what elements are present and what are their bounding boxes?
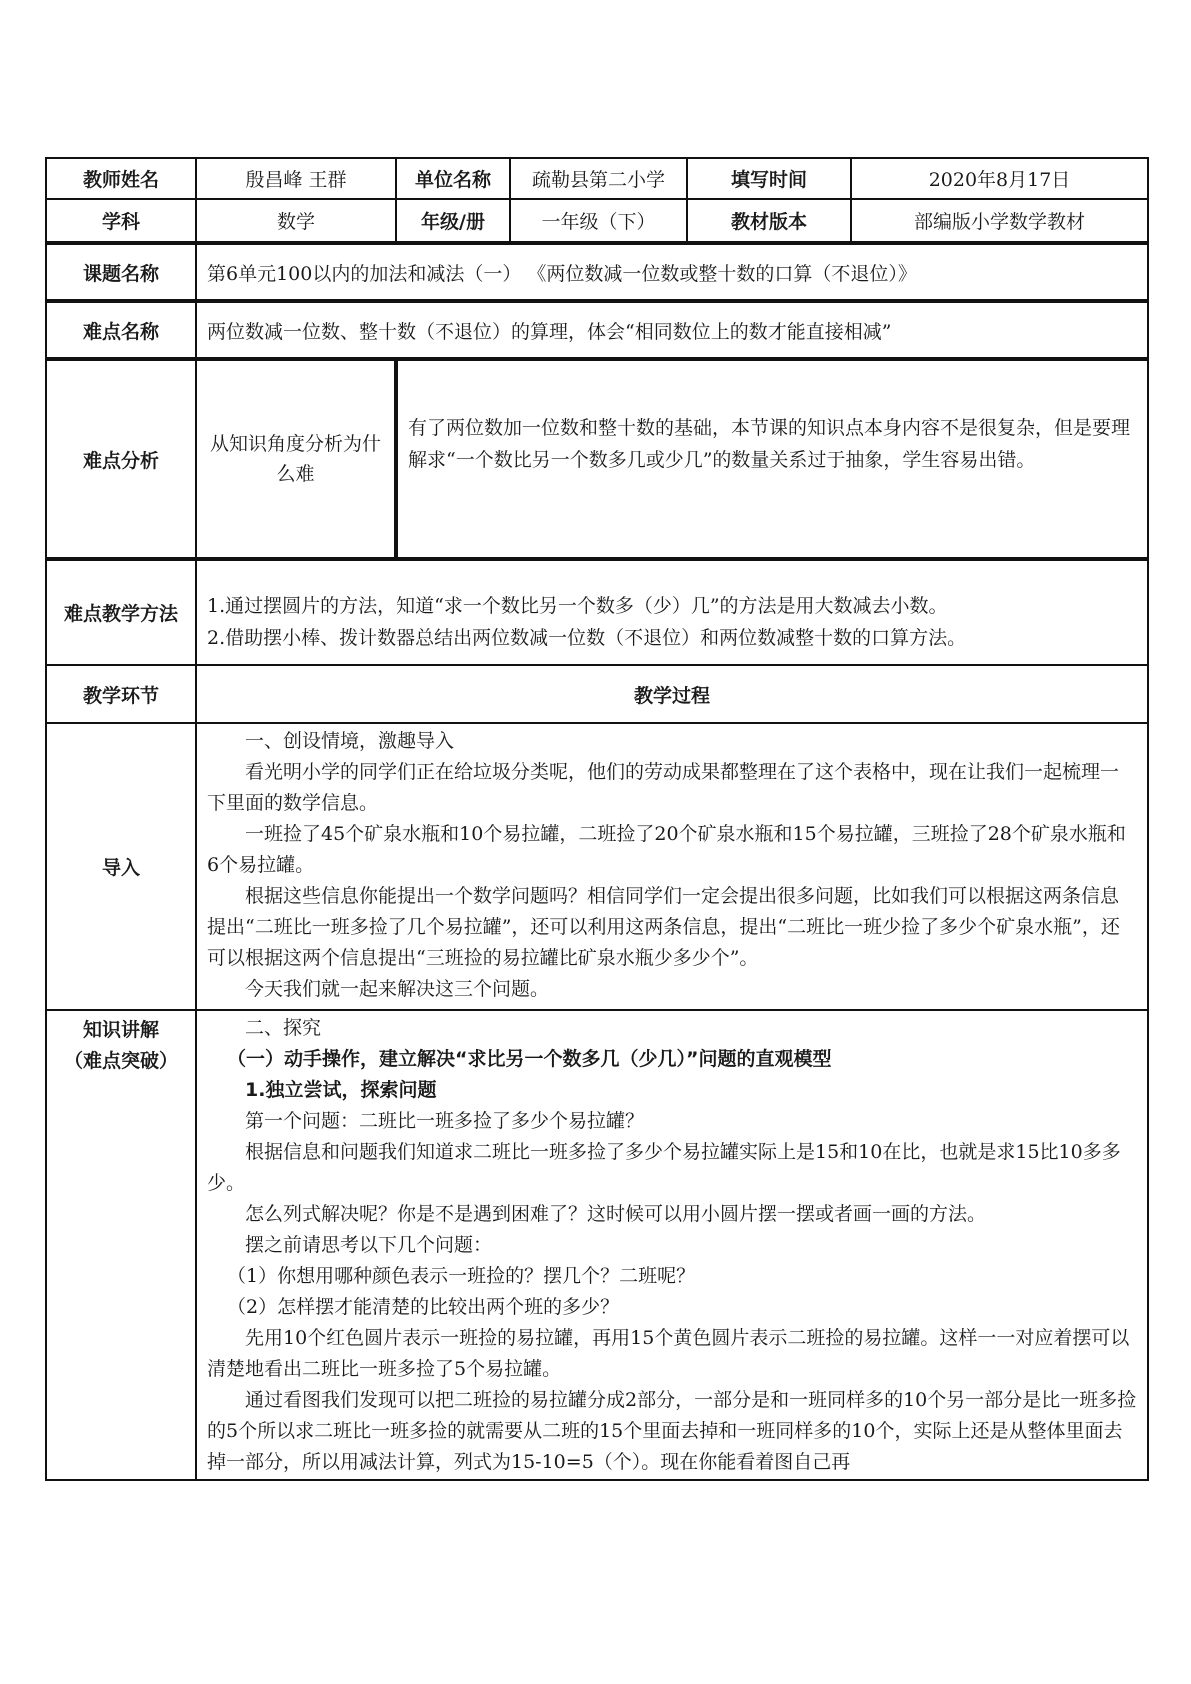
method-item-2: 2.借助摆小棒、拨计数器总结出两位数减一位数（不退位）和两位数减整十数的口算方法。 bbox=[207, 626, 967, 649]
textbook-value: 部编版小学数学教材 bbox=[851, 199, 1148, 243]
knowledge-paragraph: 摆之前请思考以下几个问题： bbox=[245, 1234, 493, 1256]
time-value: 2020年8月17日 bbox=[851, 158, 1148, 199]
subject-label: 学科 bbox=[46, 199, 196, 243]
info-row-2 bbox=[46, 199, 1148, 243]
knowledge-paragraph: 先用10个红色圆片表示一班捡的易拉罐，再用15个黄色圆片表示二班捡的易拉罐。这样一一对应着摆可以清楚地看出二班比一班多捡了5个易拉罐。 bbox=[207, 1327, 1130, 1380]
analysis-label: 难点分析 bbox=[46, 359, 196, 559]
knowledge-label-cell bbox=[46, 1010, 196, 1480]
difficulty-value: 两位数减一位数、整十数（不退位）的算理，体会“相同数位上的数才能直接相减” bbox=[196, 301, 1148, 359]
teacher-value: 殷昌峰 王群 bbox=[196, 158, 396, 199]
time-label: 填写时间 bbox=[687, 158, 851, 199]
knowledge-question: （2）怎样摆才能清楚的比较出两个班的多少？ bbox=[227, 1296, 620, 1318]
knowledge-subheading: （一）动手操作，建立解决“求比另一个数多几（少几）”问题的直观模型 bbox=[227, 1048, 832, 1070]
analysis-text: 有了两位数加一位数和整十数的基础，本节课的知识点本身内容不是很复杂，但是要理解求“一个数比另一个数多几或少几”的数量关系过于抽象，学生容易出错。 bbox=[408, 417, 1131, 471]
textbook-label: 教材版本 bbox=[687, 199, 851, 243]
info-row-1 bbox=[46, 158, 1148, 199]
knowledge-question: （1）你想用哪种颜色表示一班捡的？摆几个？二班呢？ bbox=[227, 1265, 696, 1287]
unit-label: 单位名称 bbox=[396, 158, 510, 199]
knowledge-paragraph: 第一个问题：二班比一班多捡了多少个易拉罐？ bbox=[245, 1110, 645, 1132]
topic-label: 课题名称 bbox=[46, 243, 196, 301]
intro-paragraph: 根据这些信息你能提出一个数学问题吗？相信同学们一定会提出很多问题，比如我们可以根据这两条信息提出“二班比一班多捡了几个易拉罐”，还可以利用这两条信息，提出“二班比一班少捡了多少个矿泉水瓶”，还可以根据这两个信息提出“三班捡的易拉罐比矿泉水瓶少多少个”。 bbox=[207, 885, 1120, 969]
process-header: 教学过程 bbox=[196, 665, 1148, 723]
method-item-1: 1.通过摆圆片的方法，知道“求一个数比另一个数多（少）几”的方法是用大数减去小数。 bbox=[207, 594, 948, 617]
knowledge-sublabel: （难点突破） bbox=[63, 1050, 178, 1072]
analysis-sub-label: 从知识角度分析为什么难 bbox=[209, 433, 381, 485]
difficulty-row bbox=[46, 301, 1148, 359]
stage-header: 教学环节 bbox=[46, 665, 196, 723]
grade-label: 年级/册 bbox=[396, 199, 510, 243]
teacher-label: 教师姓名 bbox=[46, 158, 196, 199]
knowledge-paragraph: 二、探究 bbox=[245, 1017, 322, 1039]
intro-paragraph: 一班捡了45个矿泉水瓶和10个易拉罐，二班捡了20个矿泉水瓶和15个易拉罐，三班捡了28个矿泉水瓶和6个易拉罐。 bbox=[207, 823, 1126, 876]
knowledge-paragraph: 怎么列式解决呢？你是不是遇到困难了？这时候可以用小圆片摆一摆或者画一画的方法。 bbox=[245, 1203, 987, 1225]
knowledge-row bbox=[46, 1010, 1148, 1480]
lesson-plan-sheet bbox=[45, 157, 1147, 1481]
grade-value: 一年级（下） bbox=[510, 199, 687, 243]
method-row bbox=[46, 559, 1148, 665]
knowledge-paragraph: 通过看图我们发现可以把二班捡的易拉罐分成2部分，一部分是和一班同样多的10个另一部分是比一班多捡的5个所以求二班比一班多捡的就需要从二班的15个里面去掉和一班同样多的10个，实际上还是从整体里面去掉一部分，所以用减法计算，列式为15-10=5（个）。现在你能看着图自己再 bbox=[207, 1389, 1137, 1473]
intro-paragraph: 看光明小学的同学们正在给垃圾分类呢，他们的劳动成果都整理在了这个表格中，现在让我们一起梳理一下里面的数学信息。 bbox=[207, 761, 1120, 814]
knowledge-paragraph: 根据信息和问题我们知道求二班比一班多捡了多少个易拉罐实际上是15和10在比，也就是求15比10多多少。 bbox=[207, 1141, 1121, 1194]
intro-cell bbox=[196, 723, 1148, 1010]
unit-value: 疏勒县第二小学 bbox=[510, 158, 687, 199]
intro-paragraph: 今天我们就一起来解决这三个问题。 bbox=[245, 978, 550, 1000]
intro-paragraph: 一、创设情境，激趣导入 bbox=[245, 730, 455, 752]
knowledge-label: 知识讲解 bbox=[82, 1019, 159, 1041]
analysis-text-cell bbox=[396, 359, 1148, 559]
knowledge-step-heading: 1.独立尝试，探索问题 bbox=[245, 1079, 437, 1101]
difficulty-label: 难点名称 bbox=[46, 301, 196, 359]
method-cell bbox=[196, 559, 1148, 665]
analysis-row bbox=[46, 359, 1148, 559]
method-label: 难点教学方法 bbox=[46, 559, 196, 665]
lesson-plan-table bbox=[45, 157, 1149, 1481]
analysis-sub-cell bbox=[196, 359, 396, 559]
intro-row bbox=[46, 723, 1148, 1010]
topic-value: 第6单元100以内的加法和减法（一） 《两位数减一位数或整十数的口算（不退位）》 bbox=[196, 243, 1148, 301]
intro-label: 导入 bbox=[46, 723, 196, 1010]
knowledge-cell bbox=[196, 1010, 1148, 1480]
process-header-row bbox=[46, 665, 1148, 723]
topic-row bbox=[46, 243, 1148, 301]
subject-value: 数学 bbox=[196, 199, 396, 243]
